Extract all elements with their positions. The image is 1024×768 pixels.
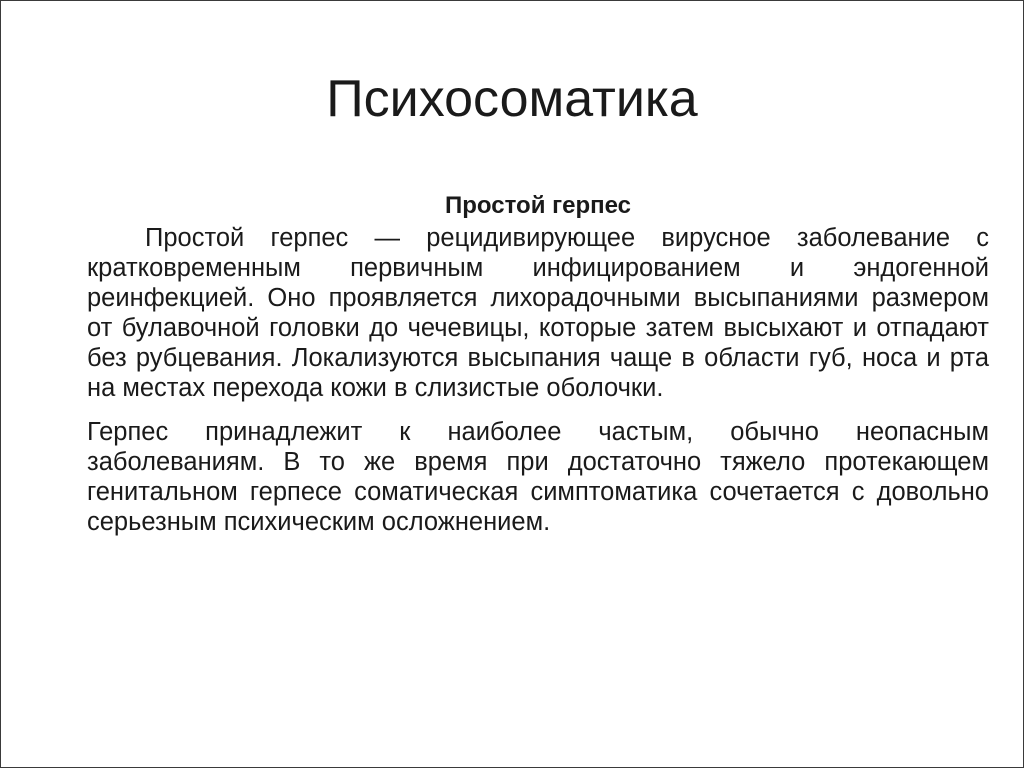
slide-content [87,189,989,537]
paragraph-complications: Герпес принадлежит к наиболее частым, обычно неопасным заболеваниям. В то же время при достаточно тяжело протекающем генитальном герпесе соматическая симптоматика сочетается с довольно серьезным психическим осложнением. [87,418,989,536]
section-heading: Простой герпес [445,192,631,219]
slide-title: Психосоматика [326,70,698,128]
paragraph-definition: Простой герпес — рецидивирующее вирусное заболевание с кратковременным первичным инфицированием и эндогенной реинфекцией. Оно проявляется лихорадочными высыпаниями размером от булавочной головки до чечевицы, которые затем высыхают и отпадают без рубцевания. Локализуются высыпания чаще в области губ, носа и рта на местах перехода кожи в слизистые оболочки. [87,224,989,402]
